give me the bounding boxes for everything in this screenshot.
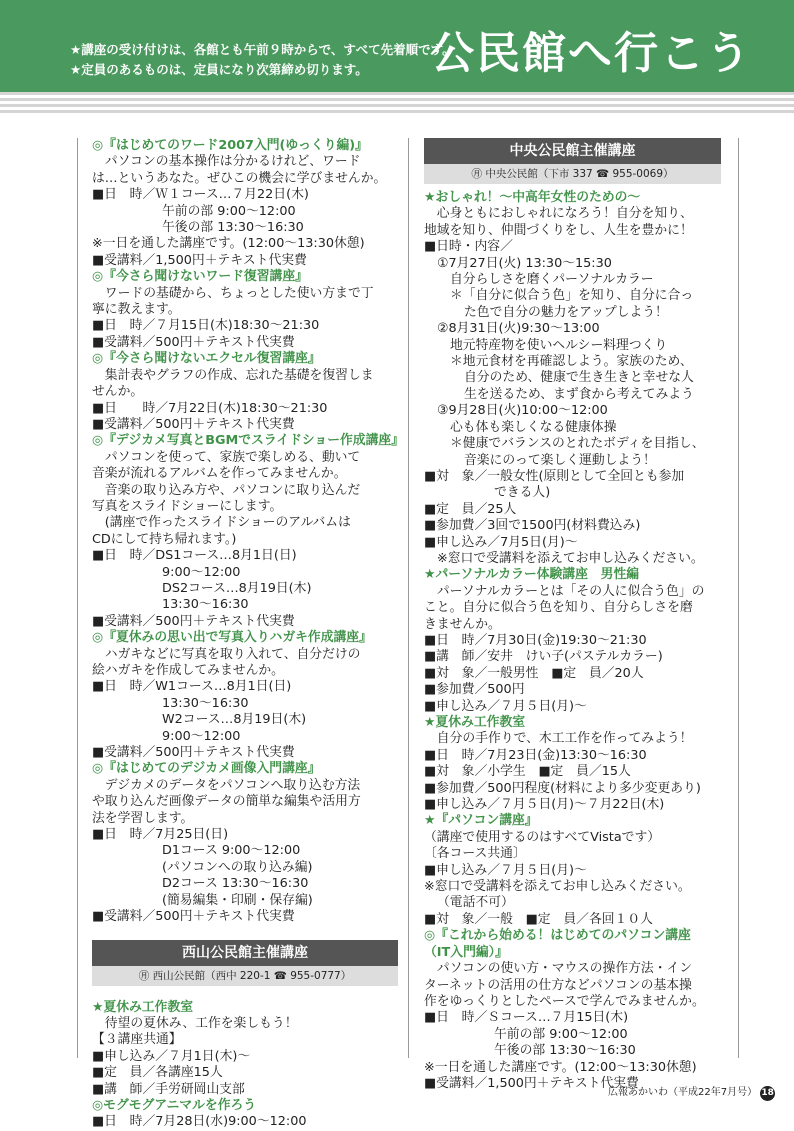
article-line: 13:30〜16:30 xyxy=(162,597,249,613)
article-line: ※窓口で受講料を添えてお申し込みください。 xyxy=(437,550,704,566)
article-heading: ★パーソナルカラー体験講座 男性編 xyxy=(424,567,640,583)
article-line: 音楽にのって楽しく運動しよう！ xyxy=(464,452,656,468)
chuo-section-title: 中央公民館主催講座 xyxy=(424,138,721,164)
article-line: 【３講座共通】 xyxy=(92,1032,182,1048)
article-heading: ★『パソコン講座』 xyxy=(424,813,538,829)
article-line: ■受講料／500円＋テキスト代実費 xyxy=(92,416,295,432)
article-line: ■日 時／Ｗ１コース…７月22日(木) xyxy=(92,187,309,203)
chuo-address: ㊊ 中央公民館（下市 337 ☎ 955-0069） xyxy=(424,164,721,184)
article-line: ■日 時／W1コース…8月1日(日) xyxy=(92,679,292,695)
article-line: ■申し込み／７月５日(月)〜 xyxy=(424,862,587,878)
article-line: ■対 象／一般女性(原則として全回とも参加 xyxy=(424,468,685,484)
article-line: できる人) xyxy=(494,485,551,501)
article-line: DS2コース…8月19日(木) xyxy=(162,580,312,596)
article-line: 地元特産物を使いヘルシー料理つくり xyxy=(450,337,668,353)
left-column xyxy=(92,138,404,1131)
article-line: ①7月27日(火) 13:30〜15:30 xyxy=(437,255,612,271)
article-line: ■参加費／500円 xyxy=(424,682,525,698)
article-heading: ◎『これから始める！はじめてのパソコン講座 xyxy=(424,928,691,944)
notice-line: ★定員のあるものは、定員になり次第締め切ります。 xyxy=(70,62,368,77)
article-line: ※窓口で受講料を添えてお申し込みください。 xyxy=(424,879,691,895)
article-line: 午前の部 9:00〜12:00 xyxy=(494,1026,628,1042)
article-line: 自分らしさを磨くパーソナルカラー xyxy=(450,272,654,288)
article-line: （電話不可） xyxy=(437,895,514,911)
article-line: ハガキなどに写真を取り入れて、自分だけの xyxy=(92,646,361,662)
article-heading: ◎『はじめてのデジカメ画像入門講座』 xyxy=(92,761,321,777)
article-line: ■受講料／500円＋テキスト代実費 xyxy=(92,909,295,925)
page-header xyxy=(0,0,794,92)
article-line: ■申し込み／７月５日(月)〜 xyxy=(424,698,587,714)
article-line: ■講 師／安井 けい子(パステルカラー) xyxy=(424,649,663,665)
article-line: 心も体も楽しくなる健康体操 xyxy=(450,419,617,435)
article-line: W2コース…8月19日(木) xyxy=(162,712,307,728)
article-line: ②8月31日(火)9:30〜13:00 xyxy=(437,321,600,337)
article-heading: ★夏休み工作教室 xyxy=(92,999,194,1015)
article-line: 自分のため、健康で生き生きと幸せな人 xyxy=(464,370,694,386)
article-heading: ◎モグモグアニマルを作ろう xyxy=(92,1097,257,1113)
article-line: ＊「自分に似合う色」を知り、自分に合っ xyxy=(450,288,694,304)
article-line: た色で自分の魅力をアップしよう！ xyxy=(464,304,668,320)
article-line: ■日 時／7月25日(日) xyxy=(92,827,229,843)
article-line: 音楽の取り込み方や、パソコンに取り込んだ xyxy=(92,482,361,498)
page-footer xyxy=(608,1083,775,1101)
article-line: 地域を知り、仲間づくりをし、人生を豊かに！ xyxy=(424,222,693,238)
article-line: ■定 員／各講座15人 xyxy=(92,1065,223,1081)
article-line: ■日時・内容／ xyxy=(424,239,513,255)
article-line: ■申し込み／７月1日(木)〜 xyxy=(92,1048,251,1064)
notices xyxy=(70,40,455,80)
article-heading: ◎『デジカメ写真とBGMでスライドショー作成講座』 xyxy=(92,433,404,449)
article-line: 心身ともにおしゃれになろう！自分を知り、 xyxy=(424,206,693,222)
header-stripes xyxy=(0,92,794,118)
article-heading: ◎『今さら聞けないエクセル復習講座』 xyxy=(92,351,321,367)
article-line: パソコンを使って、家族で楽しめる、動いて xyxy=(92,449,361,465)
article-line: ＊地元食材を再確認しよう。家族のため、 xyxy=(450,354,693,370)
article-line: ■参加費／500円程度(材料により多少変更あり) xyxy=(424,780,701,796)
article-line: ■対 象／小学生 ■定 員／15人 xyxy=(424,764,631,780)
nishiyama-address: ㊊ 西山公民館（西中 220-1 ☎ 955-0777） xyxy=(92,966,398,986)
article-line: ■日 時／7月30日(金)19:30〜21:30 xyxy=(424,632,647,648)
column-divider xyxy=(738,138,739,1058)
article-line: ※一日を通した講座です。(12:00〜13:30休憩) xyxy=(424,1059,697,1075)
article-heading: ◎『今さら聞けないワード復習講座』 xyxy=(92,269,308,285)
article-line: パソコンの基本操作は分かるけれど、ワード xyxy=(92,154,361,170)
article-line: 音楽が流れるアルバムを作ってみませんか。 xyxy=(92,466,347,482)
article-line: ■受講料／1,500円＋テキスト代実費 xyxy=(424,1075,639,1091)
article-line: ■日 時／DS1コース…8月1日(日) xyxy=(92,548,297,564)
article-line: ■対 象／一般 ■定 員／各回１０人 xyxy=(424,911,653,927)
article-line: (講座で作ったスライドショーのアルバムは xyxy=(92,515,351,531)
article-line: ■定 員／25人 xyxy=(424,501,517,517)
article-line: ■日 時／7月23日(金)13:30〜16:30 xyxy=(424,747,647,763)
article-line: ＊健康でバランスのとれたボディを目指し、 xyxy=(450,436,705,452)
article-line: D2コース 13:30〜16:30 xyxy=(162,876,309,892)
article-line: 集計表やグラフの作成、忘れた基礎を復習しま xyxy=(92,367,374,383)
article-line: ワードの基礎から、ちょっとした使い方まで丁 xyxy=(92,285,374,301)
article-line: こと。自分に似合う色を知り、自分らしさを磨 xyxy=(424,600,693,616)
article-line: ■日 時／7月28日(水)9:00〜12:00 xyxy=(92,1114,307,1130)
article-line: ■日 時／Ｓコース…７月15日(木) xyxy=(424,1010,629,1026)
article-line: 生を送るため、まず食から考えてみよう xyxy=(464,386,694,402)
article-line: パソコンの使い方・マウスの操作方法・イン xyxy=(424,961,693,977)
article-line: きませんか。 xyxy=(424,616,501,632)
chuo-articles xyxy=(424,190,721,1092)
article-line: 寧に教えます。 xyxy=(92,302,181,318)
article-line: 絵ハガキを作成してみませんか。 xyxy=(92,663,284,678)
article-line: は…というあなた。ぜひこの機会に学びませんか。 xyxy=(92,170,387,186)
article-line: (簡易編集・印刷・保存編) xyxy=(162,892,313,908)
article-line: ■日 時／7月22日(木)18:30〜21:30 xyxy=(92,400,328,416)
article-line: ※一日を通した講座です。(12:00〜13:30休憩) xyxy=(92,236,365,252)
article-line: 午後の部 13:30〜16:30 xyxy=(494,1043,636,1059)
notice-line: ★講座の受け付けは、各館とも午前９時からで、すべて先着順です。 xyxy=(70,42,455,57)
article-line: 9:00〜12:00 xyxy=(162,728,241,744)
article-line: ■受講料／1,500円＋テキスト代実費 xyxy=(92,252,307,268)
nishiyama-section-title: 西山公民館主催講座 xyxy=(92,940,398,966)
nishiyama-articles xyxy=(92,1000,398,1131)
page-number: 18 xyxy=(760,1086,775,1101)
article-line: ■受講料／500円＋テキスト代実費 xyxy=(92,613,295,629)
article-heading: ★夏休み工作教室 xyxy=(424,715,526,730)
article-line: ■対 象／一般男性 ■定 員／20人 xyxy=(424,665,644,681)
article-line: 9:00〜12:00 xyxy=(162,564,241,580)
article-heading: ★おしゃれ！〜中高年女性のための〜 xyxy=(424,190,641,205)
article-line: ■受講料／500円＋テキスト代実費 xyxy=(92,745,295,761)
article-line: ■参加費／3回で1500円(材料費込み) xyxy=(424,518,641,534)
article-heading: （IT入門編）』 xyxy=(424,944,508,960)
article-line: （講座で使用するのはすべてVistaです） xyxy=(424,829,661,845)
page-title: 公民館へ行こう xyxy=(430,28,752,79)
article-line: ③9月28日(火)10:00〜12:00 xyxy=(437,403,608,419)
article-line: ■申し込み／７月５日(月)〜７月22日(木) xyxy=(424,797,665,813)
article-line: 待望の夏休み、工作を楽しもう！ xyxy=(92,1015,298,1031)
article-line: ■受講料／500円＋テキスト代実費 xyxy=(92,334,295,350)
article-line: 作をゆっくりとしたペースで学んでみませんか。 xyxy=(424,993,705,1009)
article-line: ■申し込み／7月5日(月)〜 xyxy=(424,534,578,550)
article-line: ターネットの活用の仕方などパソコンの基本操 xyxy=(424,977,692,993)
article-line: D1コース 9:00〜12:00 xyxy=(162,843,301,859)
article-line: CDにして持ち帰れます。) xyxy=(92,531,237,547)
article-line: 午後の部 13:30〜16:30 xyxy=(162,220,304,236)
article-heading: ◎『はじめてのワード2007入門(ゆっくり編)』 xyxy=(92,138,368,153)
article-line: ■日 時／７月15日(木)18:30〜21:30 xyxy=(92,318,320,334)
right-column xyxy=(424,138,721,1092)
article-line: ■講 師／手労研岡山支部 xyxy=(92,1081,245,1097)
left-articles xyxy=(92,138,404,926)
article-line: デジカメのデータをパソコンへ取り込む方法 xyxy=(92,777,361,793)
column-divider xyxy=(408,138,409,1058)
article-line: パーソナルカラーとは「その人に似合う色」の xyxy=(424,583,705,599)
article-line: や取り込んだ画像データの簡単な編集や活用方 xyxy=(92,794,361,810)
article-line: 13:30〜16:30 xyxy=(162,695,249,711)
article-line: 午前の部 9:00〜12:00 xyxy=(162,203,296,219)
column-divider xyxy=(77,138,78,1058)
article-line: 写真をスライドショーにします。 xyxy=(92,498,283,514)
article-line: 〔各コース共通〕 xyxy=(424,846,526,862)
article-line: 法を学習します。 xyxy=(92,810,194,826)
article-heading: ◎『夏休みの思い出で写真入りハガキ作成講座』 xyxy=(92,630,372,646)
article-line: せんか。 xyxy=(92,384,144,400)
article-line: 自分の手作りで、木工工作を作ってみよう！ xyxy=(424,731,693,747)
article-line: (パソコンへの取り込み編) xyxy=(162,859,313,875)
footer-text: 広報あかいわ（平成22年7月号） xyxy=(608,1087,758,1098)
